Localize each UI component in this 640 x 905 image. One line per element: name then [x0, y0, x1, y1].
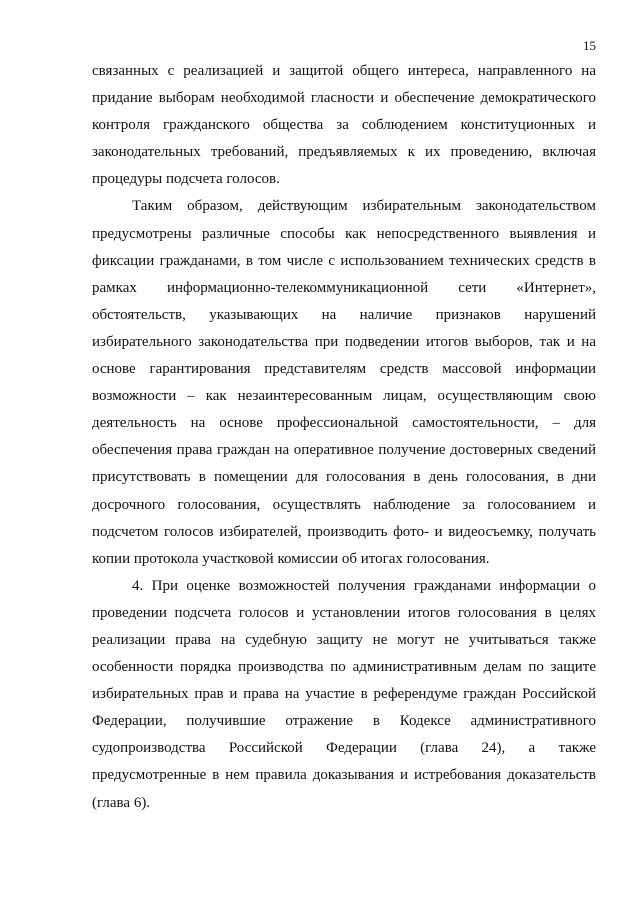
paragraph-continuation: связанных с реализацией и защитой общего интереса, направленного на придание выборам необходимой гласности и обеспечение демократического контроля гражданского общества за соблюдением конституционных и законодательных требований, предъявляемых к их проведению, включая процедуры подсчета голосов.: [92, 63, 596, 188]
page-number: 15: [583, 38, 596, 53]
paragraph-electoral-legislation: Таким образом, действующим избирательным законодательством предусмотрены различные способы как непосредственного выявления и фиксации гражданами, в том числе с использованием технических средств в рамках информационно-телекоммуникационной сети «Интернет», обстоятельств, указывающих на наличие признаков нарушений избирательного законодательства при подведении итогов выборов, так и на основе гарантирования представителям средств массовой информации возможности – как незаинтересованным лицам, осуществляющим свою деятельность на основе профессиональной самостоятельности, – для обеспечения права граждан на оперативное получение достоверных сведений присутствовать в помещении для голосования в день голосования, в дни досрочного голосования, осуществлять наблюдение за голосованием и подсчетом голосов избирателей, производить фото- и видеосъемку, получать копии протокола участковой комиссии об итогах голосования.: [92, 198, 596, 567]
document-body: [92, 58, 596, 817]
paragraph-point-4: 4. При оценке возможностей получения гражданами информации о проведении подсчета голосов и установлении итогов голосования в целях реализации права на судебную защиту не могут не учитываться также особенности порядка производства по административным делам по защите избирательных прав и права на участие в референдуме граждан Российской Федерации, получившие отражение в Кодексе административного судопроизводства Российской Федерации (глава 24), а также предусмотренные в нем правила доказывания и истребования доказательств (глава 6).: [92, 577, 596, 811]
